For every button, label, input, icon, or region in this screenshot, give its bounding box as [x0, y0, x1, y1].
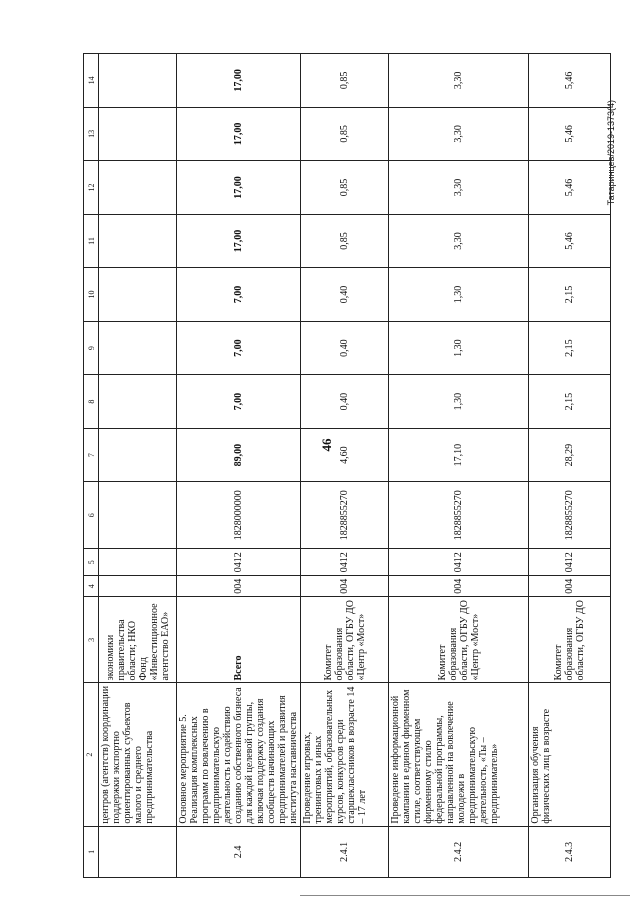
funding-value-col-14 [99, 54, 177, 108]
table-row [177, 54, 301, 878]
activity-name: Основное мероприятие 5. Реализация комплексных программ по вовлечению в предпринимательскую деятельность и содействию созданию собственного бизнеса для каждой целевой группы, включая поддержку создания сообществ начинающих предпринимателей и развития института наставничества [177, 683, 301, 826]
funding-value-col-13: 3,30 [389, 107, 529, 161]
funding-value-col-11: 0,85 [301, 214, 389, 268]
funding-value-col-9: 7,00 [177, 321, 301, 375]
executor: Всего [177, 597, 301, 683]
document-reference: Татаринцев/2019-1373(4) [606, 100, 616, 206]
funding-value-col-10 [99, 268, 177, 322]
code-grbs: 004 [389, 576, 529, 597]
funding-value-col-11 [99, 214, 177, 268]
footer-divider [300, 895, 630, 896]
funding-value-col-13 [99, 107, 177, 161]
table-row [99, 54, 177, 878]
header-cell-6: 6 [84, 482, 99, 549]
code-section [99, 549, 177, 576]
funding-value-col-8: 7,00 [177, 375, 301, 429]
page-number: 46 [319, 438, 334, 452]
row-number: 2.4 [177, 826, 301, 877]
funding-value-col-7: 4,60 [301, 428, 389, 482]
header-cell-3: 3 [84, 597, 99, 683]
row-number: 2.4.3 [529, 826, 611, 877]
activity-name: Организация обучения физических лиц в возрасте [529, 683, 611, 826]
header-cell-7: 7 [84, 428, 99, 482]
code-grbs: 004 [529, 576, 611, 597]
code-grbs: 004 [177, 576, 301, 597]
funding-value-col-11: 3,30 [389, 214, 529, 268]
code-section: 0412 [177, 549, 301, 576]
funding-value-col-7: 28,29 [529, 428, 611, 482]
funding-value-col-11: 17,00 [177, 214, 301, 268]
header-cell-11: 11 [84, 214, 99, 268]
header-cell-10: 10 [84, 268, 99, 322]
funding-value-col-12: 17,00 [177, 161, 301, 215]
funding-value-col-9: 0,40 [301, 321, 389, 375]
header-cell-1: 1 [84, 826, 99, 877]
table-row [389, 54, 529, 878]
table-row [529, 54, 611, 878]
activity-name: Проведение информационной кампании в едином фирменном стиле, соответствующем фирменному стилю федеральной программы, направленной на вовлечение молодежи в предпринимательскую деятельность, «Ты – предприниматель» [389, 683, 529, 826]
funding-value-col-10: 0,40 [301, 268, 389, 322]
code-target-article: 1828855270 [301, 482, 389, 549]
row-number [99, 826, 177, 877]
executor: экономики правительства области; НКО Фонд «Инвестиционное агентство ЕАО» [99, 597, 177, 683]
funding-value-col-9 [99, 321, 177, 375]
header-row [84, 54, 99, 878]
executor: Комитет образования области, ОГБУ ДО «Центр «Мост» [301, 597, 389, 683]
code-grbs [99, 576, 177, 597]
code-target-article: 1828000000 [177, 482, 301, 549]
funding-value-col-8: 0,40 [301, 375, 389, 429]
table-row [301, 54, 389, 878]
funding-value-col-8 [99, 375, 177, 429]
header-cell-4: 4 [84, 576, 99, 597]
funding-value-col-10: 2,15 [529, 268, 611, 322]
table-body [84, 54, 611, 878]
funding-value-col-10: 1,30 [389, 268, 529, 322]
header-cell-13: 13 [84, 107, 99, 161]
executor: Комитет образования области, ОГБУ ДО «Центр «Мост» [389, 597, 529, 683]
code-target-article: 1828855270 [389, 482, 529, 549]
header-cell-2: 2 [84, 683, 99, 826]
header-cell-12: 12 [84, 161, 99, 215]
executor: Комитет образования области, ОГБУ ДО [529, 597, 611, 683]
funding-value-col-12: 0,85 [301, 161, 389, 215]
funding-value-col-13: 0,85 [301, 107, 389, 161]
code-section: 0412 [301, 549, 389, 576]
header-cell-5: 5 [84, 549, 99, 576]
header-cell-14: 14 [84, 54, 99, 108]
funding-value-col-7: 17,10 [389, 428, 529, 482]
code-target-article: 1828855270 [529, 482, 611, 549]
funding-value-col-8: 1,30 [389, 375, 529, 429]
funding-value-col-13: 17,00 [177, 107, 301, 161]
funding-value-col-12: 5,46 [529, 161, 611, 215]
funding-value-col-11: 5,46 [529, 214, 611, 268]
budget-table [83, 53, 611, 878]
funding-value-col-9: 2,15 [529, 321, 611, 375]
funding-value-col-12: 3,30 [389, 161, 529, 215]
row-number: 2.4.2 [389, 826, 529, 877]
code-section: 0412 [389, 549, 529, 576]
funding-value-col-10: 7,00 [177, 268, 301, 322]
funding-value-col-13: 5,46 [529, 107, 611, 161]
funding-value-col-14: 17,00 [177, 54, 301, 108]
funding-value-col-14: 3,30 [389, 54, 529, 108]
funding-value-col-12 [99, 161, 177, 215]
funding-value-col-8: 2,15 [529, 375, 611, 429]
code-grbs: 004 [301, 576, 389, 597]
rotated-table-container [83, 53, 598, 878]
header-cell-8: 8 [84, 375, 99, 429]
funding-value-col-7: 89,00 [177, 428, 301, 482]
code-target-article [99, 482, 177, 549]
activity-name: центров (агентств) координации поддержки экспортно ориентированных субъектов малого и среднего предпринимательства [99, 683, 177, 826]
funding-value-col-14: 0,85 [301, 54, 389, 108]
funding-value-col-9: 1,30 [389, 321, 529, 375]
activity-name: Проведение игровых, тренинговых и иных мероприятий, образовательных курсов, конкурсов среди старшеклассников в возрасте 14 – 17 лет [301, 683, 389, 826]
row-number: 2.4.1 [301, 826, 389, 877]
header-cell-9: 9 [84, 321, 99, 375]
code-section: 0412 [529, 549, 611, 576]
funding-value-col-7 [99, 428, 177, 482]
funding-value-col-14: 5,46 [529, 54, 611, 108]
